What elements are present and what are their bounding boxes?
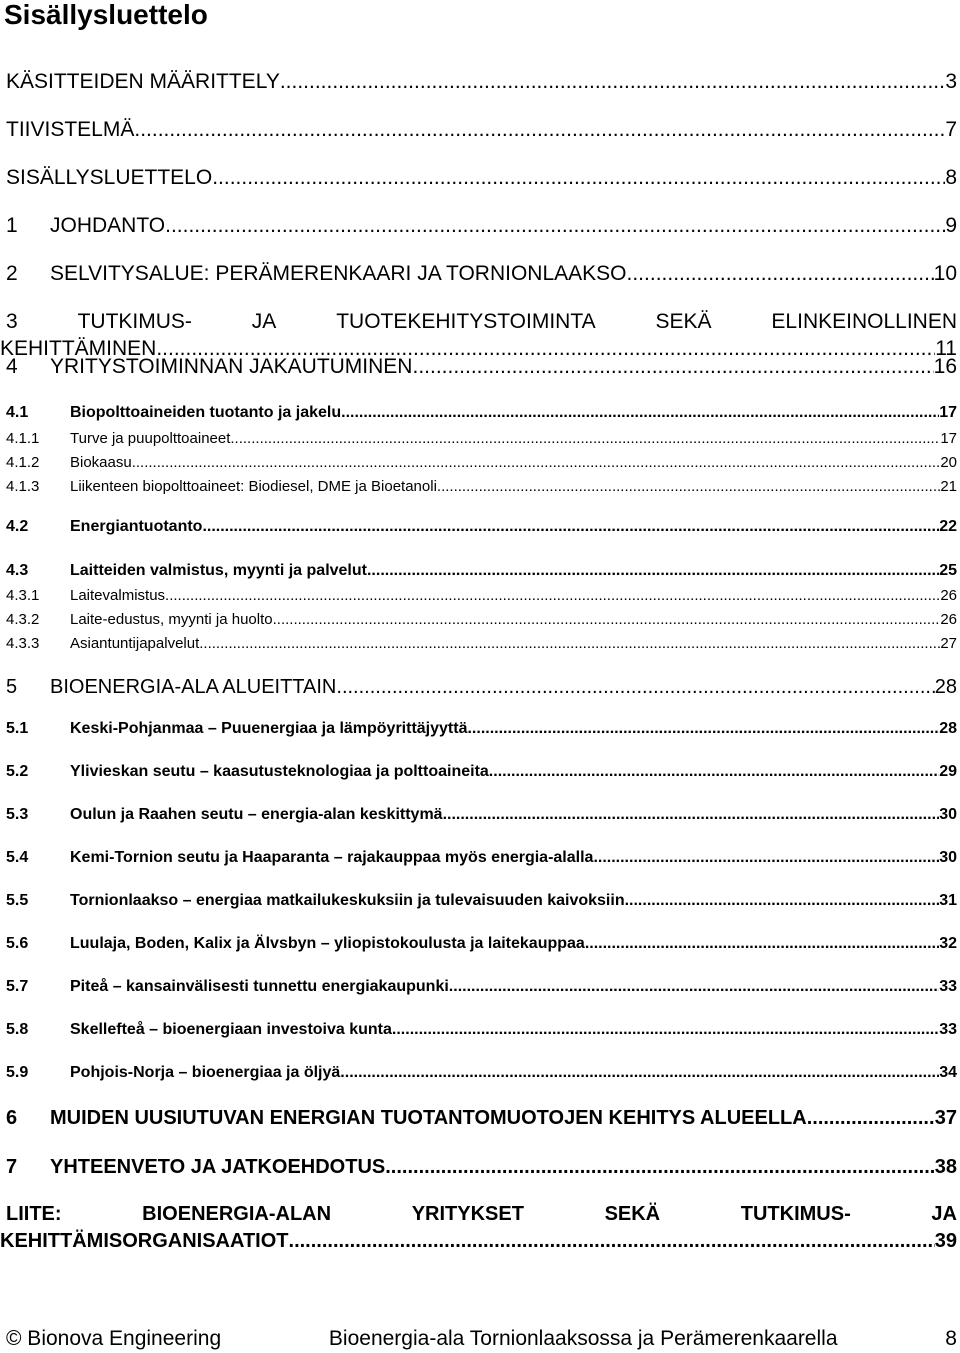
toc-entry-page: 17 [939, 404, 957, 421]
toc-entry-title: Turve ja puupolttoaineet [70, 430, 231, 447]
toc-entry-number: 7 [6, 1156, 18, 1178]
toc-entry-page: 8 [945, 166, 957, 189]
toc-entry-number: 4.3.1 [6, 587, 40, 604]
toc-entry-number: 4.1.3 [6, 478, 40, 495]
toc-entry-title: Asiantuntijapalvelut [70, 635, 200, 652]
toc-entry-number: 4.1.2 [6, 454, 40, 471]
toc-entry-page: 11 [935, 337, 957, 360]
leader-dots [336, 676, 934, 699]
toc-entry-title: SISÄLLYSLUETTELO [6, 166, 213, 189]
leader-dots [289, 1230, 935, 1253]
footer-copyright: © Bionova Engineering [6, 1327, 222, 1350]
toc-entry-title-line2: KEHITTÄMINEN [0, 337, 157, 360]
toc-entry-page: 25 [939, 562, 957, 579]
toc-entry[interactable] [0, 166, 957, 190]
toc-entry-number: 5.4 [6, 849, 29, 866]
toc-entry-title: BIOENERGIA-ALA ALUEITTAIN [50, 676, 337, 698]
leader-dots [412, 355, 933, 379]
toc-entry-number: 5.6 [6, 935, 29, 952]
toc-subentry[interactable] [0, 1064, 957, 1082]
toc-word: BIOENERGIA-ALAN [142, 1203, 332, 1225]
toc-entry-number: 5.2 [6, 763, 29, 780]
toc-entry-title: Liikenteen biopolttoaineet: Biodiesel, DME ja Bioetanoli [70, 478, 437, 495]
toc-entry-title-line1 [6, 1203, 957, 1226]
toc-entry-title: Luulaja, Boden, Kalix ja Älvsbyn – yliopistokoulusta ja laitekauppaa [70, 935, 585, 952]
toc-entry-page: 20 [940, 454, 957, 471]
toc-subsubentry[interactable] [0, 611, 957, 628]
toc-entry-page: 3 [945, 70, 957, 93]
toc-entry-title: Laitteiden valmistus, myynti ja palvelut [70, 562, 367, 579]
leader-dots [627, 262, 934, 286]
toc-subentry[interactable] [0, 562, 957, 580]
toc-entry-number: 4 [6, 355, 18, 378]
toc-word: JA [251, 310, 277, 333]
toc-subentry[interactable] [0, 1021, 957, 1039]
toc-subentry[interactable] [0, 978, 957, 996]
footer-page-number: 8 [945, 1327, 957, 1350]
toc-entry-page: 32 [939, 935, 957, 952]
leader-dots [443, 806, 940, 824]
toc-word: ELINKEINOLLINEN [771, 310, 957, 333]
toc-subsubentry[interactable] [0, 430, 957, 447]
toc-subentry[interactable] [0, 518, 957, 536]
toc-entry-number: 5.5 [6, 892, 29, 909]
toc-word: TUTKIMUS- [77, 310, 192, 333]
toc-entry-title: SELVITYSALUE: PERÄMERENKAARI JA TORNIONLAAKSO [50, 262, 627, 285]
leader-dots [489, 763, 939, 781]
toc-entry[interactable] [6, 1203, 957, 1226]
toc-entry-number: 5.3 [6, 806, 29, 823]
page-footer [6, 1327, 957, 1351]
toc-entry-title: KÄSITTEIDEN MÄÄRITTELY [6, 70, 280, 93]
leader-dots [437, 478, 940, 495]
leader-dots [392, 1021, 939, 1039]
toc-entry-title: Laite-edustus, myynti ja huolto [70, 611, 273, 628]
leader-dots [132, 454, 941, 471]
toc-entry[interactable] [0, 1156, 957, 1179]
toc-entry-number: 4.1.1 [6, 430, 40, 447]
page-title: Sisällysluettelo [4, 0, 208, 30]
leader-dots [165, 587, 940, 604]
toc-entry-number: 5.1 [6, 720, 29, 737]
toc-entry-page: 9 [945, 214, 957, 237]
toc-entry-title: Kemi-Tornion seutu ja Haaparanta – rajakauppaa myös energia-alalla [70, 849, 594, 866]
toc-subsubentry[interactable] [0, 635, 957, 652]
toc-entry-page: 29 [939, 763, 957, 780]
toc-entry-number: 5 [6, 676, 18, 698]
toc-entry-page: 21 [940, 478, 957, 495]
leader-dots [385, 1156, 935, 1179]
toc-entry-title: Piteå – kansainvälisesti tunnettu energiakaupunki [70, 978, 449, 995]
toc-entry-title: Tornionlaakso – energiaa matkailukeskuksiin ja tulevaisuuden kaivoksiin [70, 892, 625, 909]
toc-entry-number: 4.1 [6, 404, 29, 421]
toc-entry-title-line2: KEHITTÄMISORGANISAATIOT [0, 1230, 289, 1252]
toc-entry-title: Oulun ja Raahen seutu – energia-alan keskittymä [70, 806, 443, 823]
toc-subsubentry[interactable] [0, 478, 957, 495]
toc-word: SEKÄ [655, 310, 712, 333]
leader-dots [807, 1107, 935, 1130]
toc-word: YRITYKSET [411, 1203, 524, 1225]
toc-entry-4-row[interactable] [0, 355, 957, 379]
toc-subentry[interactable] [0, 404, 957, 422]
toc-entry-page: 33 [939, 1021, 957, 1038]
toc-entry-number: 5.8 [6, 1021, 29, 1038]
toc-entry-page: 28 [934, 676, 957, 698]
toc-entry[interactable] [0, 214, 957, 238]
toc-entry-number: 4.3.2 [6, 611, 40, 628]
toc-entry-number: 5.7 [6, 978, 29, 995]
toc-subentry[interactable] [0, 763, 957, 781]
toc-entry-page: 10 [933, 262, 957, 285]
toc-entry-page: 31 [939, 892, 957, 909]
toc-entry-title: YHTEENVETO JA JATKOEHDOTUS [50, 1156, 386, 1178]
toc-entry-page: 16 [933, 355, 957, 378]
toc-entry-title: Keski-Pohjanmaa – Puuenergiaa ja lämpöyrittäjyyttä [70, 720, 468, 737]
toc-entry-page: 26 [940, 611, 957, 628]
toc-entry-title: Ylivieskan seutu – kaasutusteknologiaa ja polttoaineita [70, 763, 489, 780]
leader-dots [449, 978, 939, 996]
toc-word: JA [931, 1203, 957, 1225]
toc-entry-number: 5.9 [6, 1064, 29, 1081]
toc-entry-title: YRITYSTOIMINNAN JAKAUTUMINEN [50, 355, 413, 378]
toc-entry-number: 3 [6, 310, 18, 333]
toc-entry[interactable] [6, 310, 957, 334]
toc-entry-page: 39 [934, 1230, 957, 1252]
toc-subentry[interactable] [0, 720, 957, 738]
toc-entry-page: 37 [934, 1107, 957, 1129]
toc-entry-number: 4.3.3 [6, 635, 40, 652]
toc-entry-page: 38 [934, 1156, 957, 1178]
toc-entry-title-line1 [6, 310, 957, 334]
leader-dots [467, 720, 939, 738]
toc-entry-number: 2 [6, 262, 18, 285]
toc-entry-number: 4.2 [6, 518, 29, 535]
toc-entry-page: 27 [940, 635, 957, 652]
footer-document-title: Bioenergia-ala Tornionlaaksossa ja Perämerenkaarella [328, 1327, 838, 1350]
toc-subentry[interactable] [0, 935, 957, 953]
leader-dots [230, 430, 940, 447]
toc-subentry[interactable] [0, 892, 957, 910]
toc-entry-page: 17 [940, 430, 957, 447]
leader-dots [212, 166, 945, 190]
toc-entry-title: JOHDANTO [50, 214, 166, 237]
toc-entry-title: Skellefteå – bioenergiaan investoiva kunta [70, 1021, 392, 1038]
leader-dots [165, 214, 945, 238]
toc-subentry[interactable] [0, 806, 957, 824]
toc-word: TUOTEKEHITYSTOIMINTA [336, 310, 596, 333]
toc-entry-page: 26 [940, 587, 957, 604]
leader-dots [367, 562, 939, 580]
leader-dots [273, 611, 941, 628]
leader-dots [585, 935, 939, 953]
toc-entry-title: MUIDEN UUSIUTUVAN ENERGIAN TUOTANTOMUOTOJEN KEHITYS ALUEELLA [50, 1107, 807, 1129]
toc-entry-title: Laitevalmistus [70, 587, 166, 604]
leader-dots [340, 1064, 939, 1082]
toc-entry-page: 7 [945, 118, 957, 141]
toc-entry[interactable] [0, 118, 957, 142]
toc-entry-page: 22 [939, 518, 957, 535]
toc-entry-title: TIIVISTELMÄ [6, 118, 135, 141]
toc-entry[interactable] [0, 676, 957, 699]
toc-subentry[interactable] [0, 849, 957, 867]
leader-dots [202, 518, 939, 536]
toc-word: TUTKIMUS- [740, 1203, 851, 1225]
toc-word: LIITE: [6, 1203, 62, 1225]
toc-entry-page: 30 [939, 849, 957, 866]
leader-dots [280, 70, 945, 94]
toc-entry[interactable] [0, 70, 957, 94]
toc-subsubentry[interactable] [0, 587, 957, 604]
toc-entry-title: Biokaasu [70, 454, 132, 471]
toc-entry-page: 30 [939, 806, 957, 823]
toc-entry-number: 4.3 [6, 562, 29, 579]
toc-entry-title: Pohjois-Norja – bioenergiaa ja öljyä [70, 1064, 341, 1081]
toc-entry[interactable] [0, 1107, 957, 1130]
toc-word: SEKÄ [604, 1203, 661, 1225]
toc-subsubentry[interactable] [0, 454, 957, 471]
toc-entry-page: 33 [939, 978, 957, 995]
leader-dots [341, 404, 939, 422]
leader-dots [625, 892, 940, 910]
toc-entry[interactable] [0, 262, 957, 286]
toc-entry-title: Energiantuotanto [70, 518, 203, 535]
leader-dots [134, 118, 945, 142]
toc-entry-number: 6 [6, 1107, 18, 1129]
toc-entry-number: 1 [6, 214, 18, 237]
toc-entry-page: 34 [939, 1064, 957, 1081]
toc-entry-title: Biopolttoaineiden tuotanto ja jakelu [70, 404, 342, 421]
leader-dots [593, 849, 939, 867]
toc-entry-continued[interactable] [0, 1230, 957, 1253]
toc-entry-page: 28 [939, 720, 957, 737]
leader-dots [199, 635, 940, 652]
